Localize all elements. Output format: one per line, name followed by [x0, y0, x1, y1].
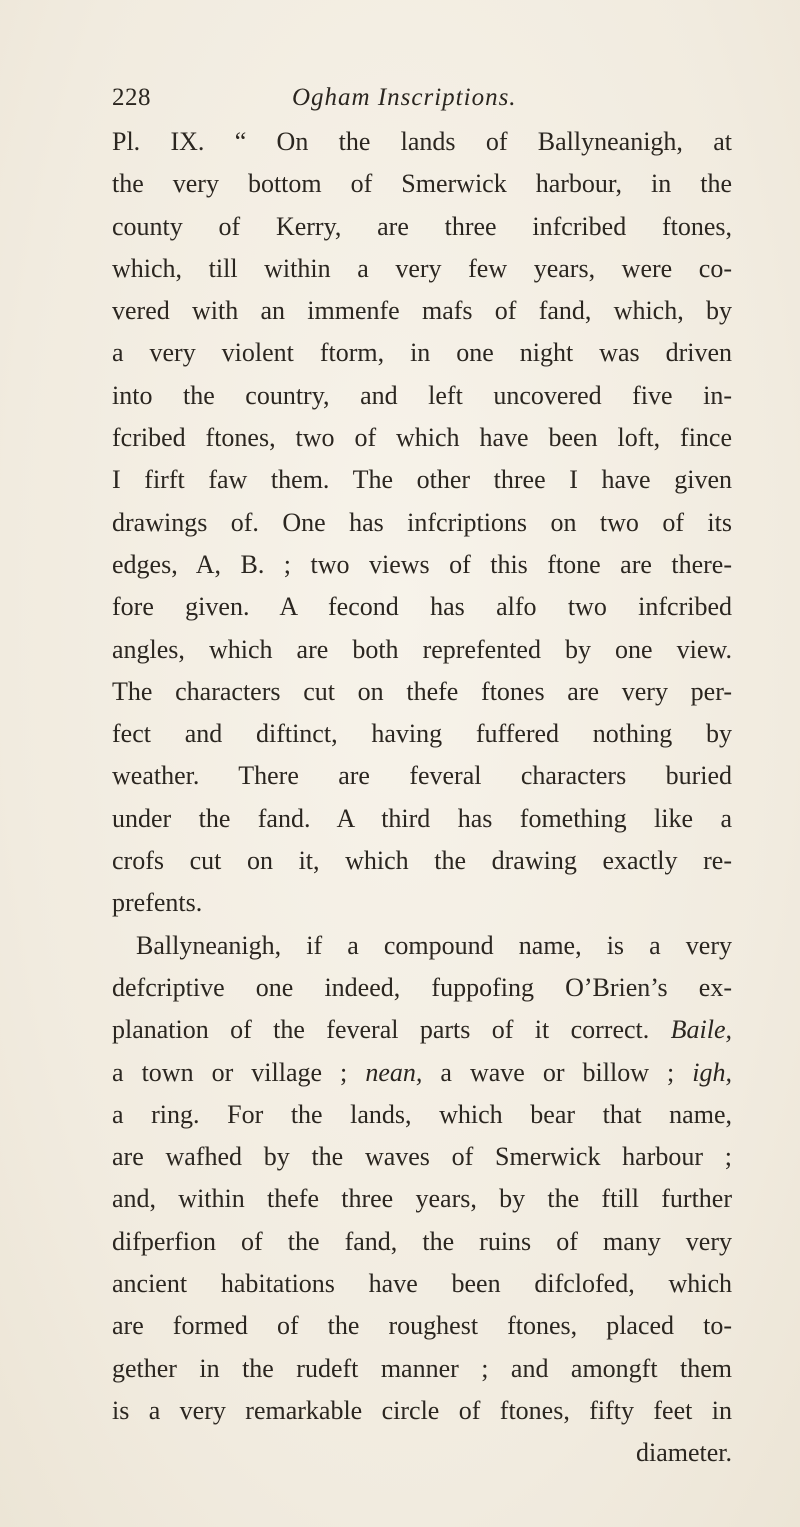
italic-term: Baile, — [670, 1015, 732, 1045]
text-line: the very bottom of Smerwick harbour, in the — [112, 169, 732, 199]
page-number: 228 — [112, 84, 151, 111]
text-line: I firft faw them. The other three I have given — [112, 465, 732, 495]
text-line: weather. There are feveral characters buried — [112, 761, 732, 791]
text-line — [112, 1009, 732, 1051]
text-line: Ballyneanigh, if a compound name, is a very — [136, 930, 732, 960]
text-line: fore given. A fecond has alfo two infcribed — [112, 592, 732, 622]
italic-term: igh, — [692, 1057, 732, 1087]
page-header — [112, 84, 712, 118]
text-line — [112, 1052, 732, 1094]
text-line: fcribed ftones, two of which have been loft, fince — [112, 423, 732, 453]
text-line: edges, A, B. ; two views of this ftone are there- — [112, 549, 732, 579]
text-line: fect and diftinct, having fuffered nothing by — [112, 719, 732, 749]
text-segment: planation of the feveral parts of it correct. — [112, 1015, 650, 1045]
text-line: difperfion of the fand, the ruins of many very — [112, 1226, 732, 1256]
text-line: crofs cut on it, which the drawing exactly re- — [112, 846, 732, 876]
text-segment: a town or village ; — [112, 1057, 348, 1087]
text-line: prefents. — [112, 888, 203, 918]
text-line: are wafhed by the waves of Smerwick harbour ; — [112, 1142, 732, 1172]
text-line: into the country, and left uncovered five in- — [112, 380, 732, 410]
text-line: drawings of. One has infcriptions on two of its — [112, 507, 732, 537]
text-line: vered with an immenfe mafs of fand, which, by — [112, 296, 732, 326]
text-line: diameter. — [635, 1438, 732, 1468]
running-title: Ogham Inscriptions. — [292, 84, 517, 111]
text-line: are formed of the roughest ftones, placed to- — [112, 1311, 732, 1341]
text-segment: a wave or billow ; — [440, 1057, 675, 1087]
text-line: county of Kerry, are three infcribed ftones, — [112, 211, 732, 241]
text-line: a ring. For the lands, which bear that name, — [112, 1099, 732, 1129]
text-line: Pl. IX. “ On the lands of Ballyneanigh, at — [112, 127, 732, 156]
text-line: and, within thefe three years, by the ftill further — [112, 1184, 732, 1214]
text-line: angles, which are both reprefented by one view. — [112, 634, 732, 664]
text-line: which, till within a very few years, were co- — [112, 253, 732, 283]
text-line: is a very remarkable circle of ftones, fifty feet in — [112, 1395, 732, 1425]
body-text — [112, 121, 732, 1475]
text-line: under the fand. A third has fomething like a — [112, 803, 732, 833]
text-line: The characters cut on thefe ftones are very per- — [112, 676, 732, 706]
text-line: gether in the rudeft manner ; and amongft them — [112, 1353, 732, 1383]
italic-term: nean, — [365, 1057, 423, 1087]
text-line: ancient habitations have been difclofed, which — [112, 1269, 732, 1299]
text-line: a very violent ftorm, in one night was driven — [112, 338, 732, 368]
text-line: defcriptive one indeed, fuppofing O’Brien’s ex- — [112, 972, 732, 1002]
